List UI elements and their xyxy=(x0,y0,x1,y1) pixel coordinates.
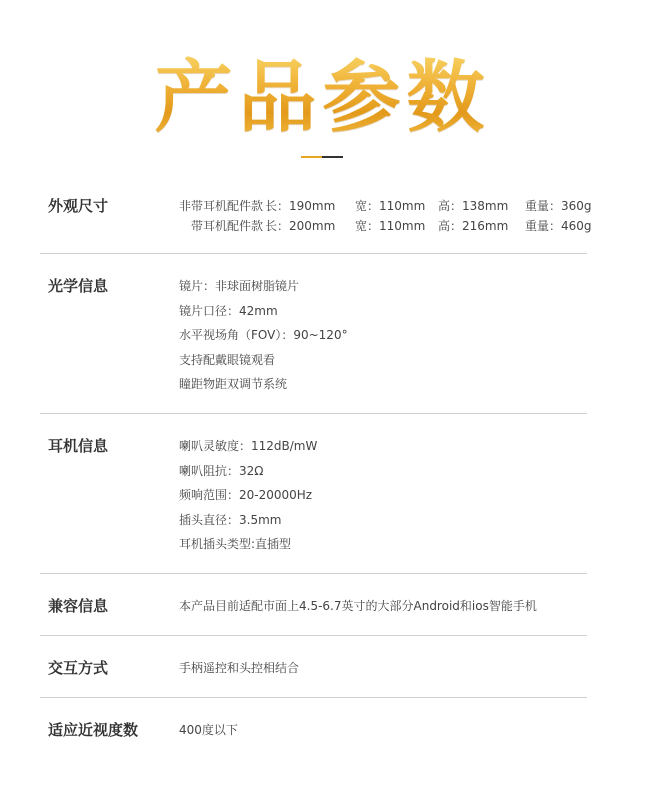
dims-weight: 重量：460g xyxy=(525,219,592,233)
myopia-list xyxy=(179,718,238,743)
underline-gold-segment xyxy=(301,156,322,158)
spec-label: 适应近视度数 xyxy=(48,721,139,739)
spec-row-compatibility xyxy=(40,574,587,636)
spec-label: 交互方式 xyxy=(48,659,109,677)
spec-line: 频响范围：20-20000Hz xyxy=(179,488,313,502)
dims-row-with-headphones xyxy=(179,216,592,236)
dims-row-without-headphones xyxy=(179,196,592,216)
spec-line: 喇叭阻抗：32Ω xyxy=(179,463,264,478)
headphones-list xyxy=(179,434,317,557)
spec-line: 水平视场角（FOV）：90~120° xyxy=(179,328,348,342)
spec-label: 光学信息 xyxy=(48,277,109,295)
dims-width: 宽：110mm xyxy=(355,219,426,233)
dims-height: 高：138mm xyxy=(438,199,509,213)
spec-line: 喇叭灵敏度：112dB/mW xyxy=(179,439,318,453)
title-underline xyxy=(301,156,343,158)
spec-line: 瞳距物距双调节系统 xyxy=(179,377,288,391)
dimensions-block xyxy=(179,196,592,236)
spec-label: 兼容信息 xyxy=(48,597,109,615)
spec-row-headphones xyxy=(40,414,587,574)
spec-row-myopia xyxy=(40,698,587,760)
spec-line: 耳机插头类型:直插型 xyxy=(179,537,292,551)
spec-row-optics xyxy=(40,254,587,414)
spec-line: 手柄遥控和头控相结合 xyxy=(179,661,300,675)
spec-line: 插头直径：3.5mm xyxy=(179,512,282,527)
spec-line: 本产品目前适配市面上4.5-6.7英寸的大部分Android和ios智能手机 xyxy=(179,599,537,613)
dims-length: 长：200mm xyxy=(265,219,336,233)
spec-line: 镜片口径：42mm xyxy=(179,303,278,318)
dims-length: 长：190mm xyxy=(265,199,336,213)
dims-height: 高：216mm xyxy=(438,219,509,233)
dims-model: 带耳机配件款 xyxy=(191,219,264,233)
spec-row-interaction xyxy=(40,636,587,698)
dims-width: 宽：110mm xyxy=(355,199,426,213)
compatibility-list xyxy=(179,594,537,619)
optics-list xyxy=(179,274,348,397)
spec-line: 支持配戴眼镜观看 xyxy=(179,352,276,367)
spec-label: 外观尺寸 xyxy=(48,197,109,215)
spec-label: 耳机信息 xyxy=(48,437,109,455)
spec-table xyxy=(40,186,592,760)
dims-model: 非带耳机配件款 xyxy=(179,199,264,213)
dims-weight: 重量：360g xyxy=(525,199,592,213)
page-title: 产品参数 xyxy=(0,48,645,148)
spec-line: 400度以下 xyxy=(179,723,238,737)
spec-line: 镜片：非球面树脂镜片 xyxy=(179,279,300,293)
interaction-list xyxy=(179,656,299,681)
spec-row-dimensions xyxy=(40,186,592,254)
underline-dark-segment xyxy=(322,156,343,158)
